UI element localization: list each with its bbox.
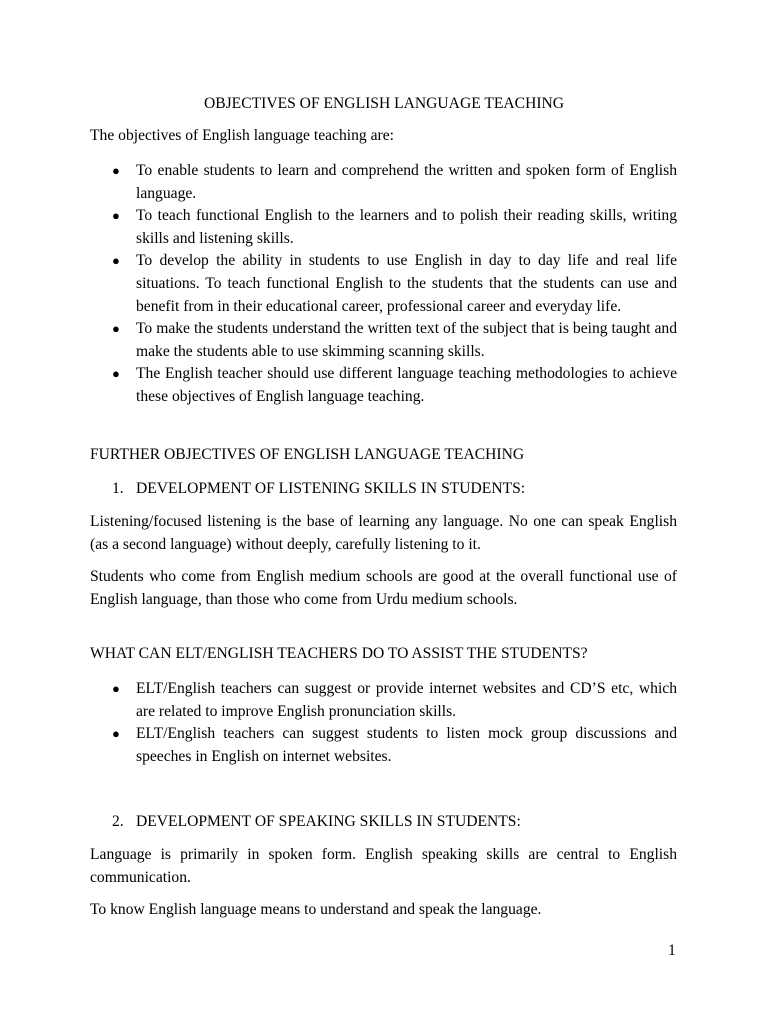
list-item: ● ELT/English teachers can suggest students to listen mock group discussions and speeches in English on internet websites. [112,725,677,765]
bullet-icon: ● [112,681,120,696]
bullet-icon: ● [112,366,120,382]
list-item: ● To develop the ability in students to use English in day to day life and real life situations. To teach functional English to the students that the students can use and benefit from in their educational career, professional career and everyday life. [112,252,677,315]
section-2-heading: 2. DEVELOPMENT OF SPEAKING SKILLS IN STUDENTS: [112,811,521,833]
section-2-number: 2. [112,813,124,830]
section-1-number: 1. [112,480,124,497]
bullet-icon: ● [112,253,120,269]
page-number: 1 [668,942,676,959]
bullet-icon: ● [112,163,120,178]
list-item: ● To teach functional English to the learners and to polish their reading skills, writing skills and listening skills. [112,207,677,247]
bullet-icon: ● [112,208,120,224]
bullet-icon: ● [112,726,120,742]
speaking-paragraph-1: Language is primarily in spoken form. English speaking skills are central to English communication. [90,846,677,886]
further-objectives-heading: FURTHER OBJECTIVES OF ENGLISH LANGUAGE TEACHING [90,446,525,463]
bullet-icon: ● [112,321,120,337]
list-item: ● The English teacher should use different language teaching methodologies to achieve these objectives of English language teaching. [112,365,677,405]
list-item: ● To enable students to learn and comprehend the written and spoken form of English language. [112,162,677,202]
list-item: ● ELT/English teachers can suggest or provide internet websites and CD’S etc, which are related to improve English pronunciation skills. [112,680,677,720]
question-heading: WHAT CAN ELT/ENGLISH TEACHERS DO TO ASSIST THE STUDENTS? [90,645,588,662]
intro-paragraph: The objectives of English language teaching are: [90,127,394,144]
objectives-list [90,160,677,409]
teacher-suggestions-list [90,678,677,768]
list-item: ● To make the students understand the written text of the subject that is being taught and make the students able to use skimming scanning skills. [112,320,677,360]
page-title: OBJECTIVES OF ENGLISH LANGUAGE TEACHING [203,95,565,112]
listening-paragraph-2: Students who come from English medium schools are good at the overall functional use of English language, than those who come from Urdu medium schools. [90,568,677,608]
speaking-paragraph-2: To know English language means to understand and speak the language. [90,901,542,918]
section-1-heading: 1. DEVELOPMENT OF LISTENING SKILLS IN STUDENTS: [112,478,525,500]
listening-paragraph-1: Listening/focused listening is the base of learning any language. No one can speak English (as a second language) without deeply, carefully listening to it. [90,513,677,553]
